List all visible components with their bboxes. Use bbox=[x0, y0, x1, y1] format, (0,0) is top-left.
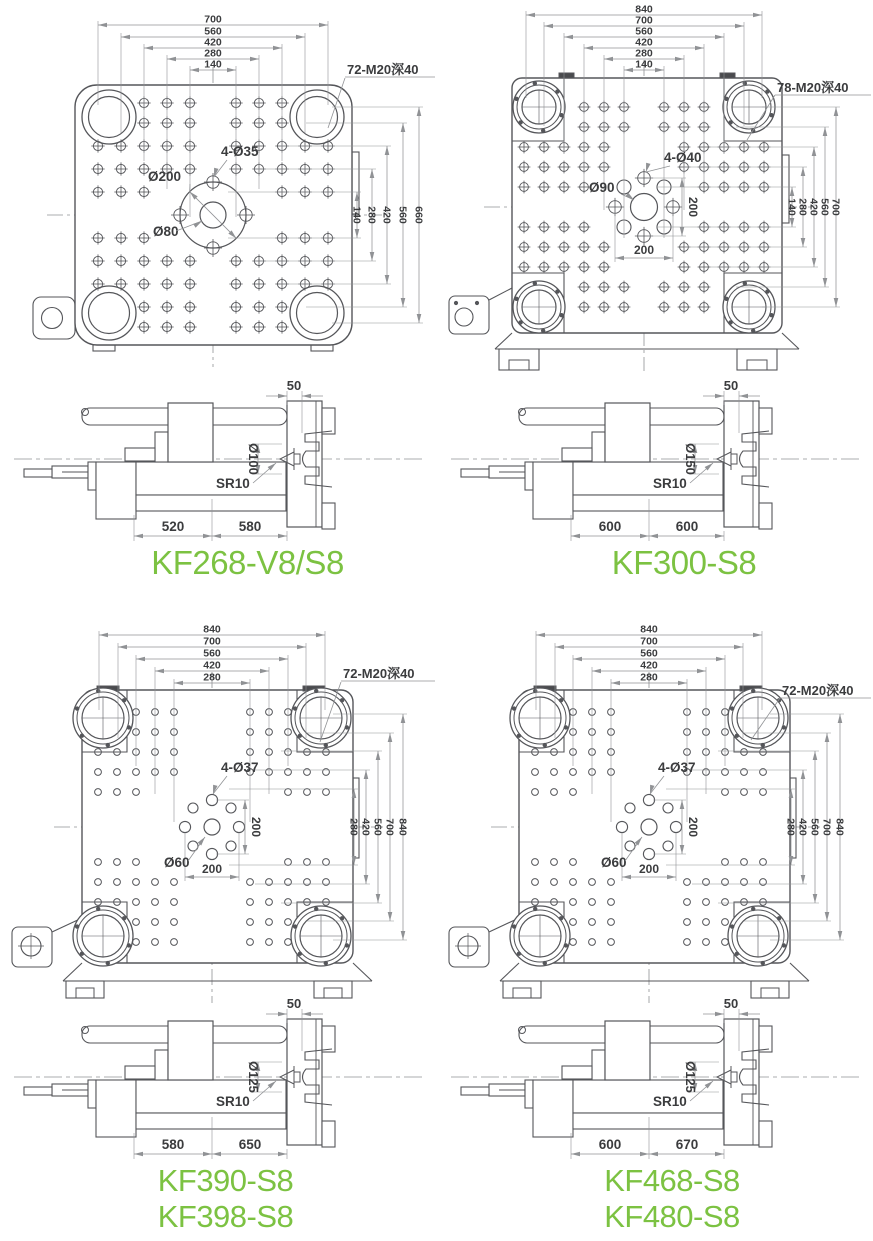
platen-front-view bbox=[0, 600, 437, 998]
svg-text:560: 560 bbox=[371, 818, 384, 836]
svg-text:200: 200 bbox=[638, 862, 660, 876]
platen-drawing bbox=[12, 624, 435, 1004]
svg-text:280: 280 bbox=[347, 818, 360, 836]
platen-front-view bbox=[437, 600, 873, 998]
svg-text:280: 280 bbox=[365, 206, 378, 224]
svg-text:560: 560 bbox=[203, 647, 221, 660]
svg-text:140: 140 bbox=[785, 198, 798, 216]
svg-text:4-Ø37: 4-Ø37 bbox=[658, 760, 696, 775]
svg-text:200: 200 bbox=[686, 196, 700, 218]
side-profile bbox=[451, 378, 861, 541]
svg-text:200: 200 bbox=[686, 816, 700, 838]
svg-text:700: 700 bbox=[829, 198, 842, 216]
svg-text:580: 580 bbox=[238, 519, 262, 534]
svg-text:560: 560 bbox=[818, 198, 831, 216]
svg-text:670: 670 bbox=[675, 1137, 699, 1152]
svg-text:Ø125: Ø125 bbox=[246, 1061, 261, 1093]
svg-text:420: 420 bbox=[635, 36, 653, 49]
model-label bbox=[466, 544, 873, 581]
svg-text:Ø60: Ø60 bbox=[164, 855, 190, 870]
svg-text:560: 560 bbox=[396, 206, 409, 224]
svg-text:420: 420 bbox=[204, 36, 222, 49]
svg-text:Ø60: Ø60 bbox=[601, 855, 627, 870]
svg-text:50: 50 bbox=[723, 378, 739, 393]
svg-text:700: 700 bbox=[204, 13, 222, 26]
machine-side-view bbox=[437, 993, 873, 1165]
svg-text:700: 700 bbox=[635, 14, 653, 27]
svg-text:Ø200: Ø200 bbox=[148, 169, 182, 184]
platen-drawing bbox=[33, 14, 435, 368]
svg-text:560: 560 bbox=[204, 25, 222, 38]
svg-text:200: 200 bbox=[201, 862, 223, 876]
pedestal bbox=[495, 333, 799, 370]
svg-text:560: 560 bbox=[635, 25, 653, 38]
svg-text:420: 420 bbox=[203, 659, 221, 672]
model-name: KF480-S8 bbox=[604, 1199, 740, 1234]
model-name: KF268-V8/S8 bbox=[151, 544, 344, 581]
machine-side-view bbox=[0, 375, 437, 547]
top-edge-tabs bbox=[559, 73, 735, 78]
model-label bbox=[7, 1163, 444, 1235]
model-name: KF300-S8 bbox=[611, 544, 757, 581]
svg-text:4-Ø35: 4-Ø35 bbox=[221, 144, 259, 159]
svg-text:140: 140 bbox=[635, 58, 653, 71]
model-name: KF398-S8 bbox=[157, 1199, 294, 1234]
svg-text:SR10: SR10 bbox=[216, 476, 250, 491]
svg-text:50: 50 bbox=[286, 378, 302, 393]
svg-text:420: 420 bbox=[380, 206, 393, 224]
svg-text:420: 420 bbox=[359, 818, 372, 836]
svg-text:Ø90: Ø90 bbox=[589, 180, 615, 195]
model-name: KF468-S8 bbox=[604, 1163, 740, 1198]
svg-text:660: 660 bbox=[412, 206, 425, 224]
svg-text:420: 420 bbox=[640, 659, 658, 672]
side-profile bbox=[14, 996, 424, 1159]
svg-text:50: 50 bbox=[286, 996, 302, 1011]
svg-text:SR10: SR10 bbox=[216, 1094, 250, 1109]
svg-text:420: 420 bbox=[807, 198, 820, 216]
svg-text:72-M20深40: 72-M20深40 bbox=[347, 62, 419, 77]
svg-text:700: 700 bbox=[820, 818, 833, 836]
svg-text:200: 200 bbox=[633, 243, 655, 257]
svg-text:Ø150: Ø150 bbox=[683, 443, 698, 475]
svg-text:280: 280 bbox=[203, 671, 221, 684]
svg-text:580: 580 bbox=[161, 1137, 185, 1152]
svg-text:700: 700 bbox=[203, 635, 221, 648]
svg-text:78-M20深40: 78-M20深40 bbox=[777, 80, 849, 95]
svg-text:520: 520 bbox=[161, 519, 185, 534]
svg-text:600: 600 bbox=[675, 519, 699, 534]
svg-text:SR10: SR10 bbox=[653, 476, 687, 491]
machine-side-view bbox=[0, 993, 437, 1165]
platen-front-view bbox=[437, 0, 873, 378]
model-label bbox=[29, 544, 466, 581]
model-label bbox=[454, 1163, 873, 1235]
svg-text:Ø125: Ø125 bbox=[683, 1061, 698, 1093]
svg-text:4-Ø37: 4-Ø37 bbox=[221, 760, 259, 775]
svg-text:Ø80: Ø80 bbox=[153, 224, 179, 239]
svg-text:280: 280 bbox=[635, 47, 653, 60]
svg-text:200: 200 bbox=[249, 816, 263, 838]
svg-text:560: 560 bbox=[808, 818, 821, 836]
svg-text:SR10: SR10 bbox=[653, 1094, 687, 1109]
svg-text:650: 650 bbox=[238, 1137, 262, 1152]
svg-text:700: 700 bbox=[383, 818, 396, 836]
panel-kf300 bbox=[437, 0, 873, 590]
svg-text:Ø100: Ø100 bbox=[246, 443, 261, 475]
svg-text:420: 420 bbox=[796, 818, 809, 836]
svg-text:600: 600 bbox=[598, 1137, 622, 1152]
side-profile bbox=[14, 378, 424, 541]
svg-text:600: 600 bbox=[598, 519, 622, 534]
svg-text:140: 140 bbox=[204, 58, 222, 71]
machine-side-view bbox=[437, 375, 873, 547]
platen-front-view bbox=[0, 0, 437, 378]
panel-kf390-kf398 bbox=[0, 600, 437, 1241]
panel-kf468-kf480 bbox=[437, 600, 873, 1241]
svg-text:840: 840 bbox=[203, 623, 221, 636]
svg-text:50: 50 bbox=[723, 996, 739, 1011]
platen-drawing bbox=[449, 624, 871, 1004]
svg-text:140: 140 bbox=[350, 206, 363, 224]
svg-text:280: 280 bbox=[796, 198, 809, 216]
side-profile bbox=[451, 996, 861, 1159]
svg-text:560: 560 bbox=[640, 647, 658, 660]
svg-text:840: 840 bbox=[396, 818, 409, 836]
svg-text:72-M20深40: 72-M20深40 bbox=[343, 666, 415, 681]
svg-text:280: 280 bbox=[640, 671, 658, 684]
platen-drawing bbox=[449, 4, 871, 372]
svg-text:840: 840 bbox=[640, 623, 658, 636]
model-name: KF390-S8 bbox=[157, 1163, 294, 1198]
svg-text:280: 280 bbox=[784, 818, 797, 836]
svg-text:840: 840 bbox=[635, 3, 653, 16]
svg-text:72-M20深40: 72-M20深40 bbox=[782, 683, 854, 698]
svg-text:4-Ø40: 4-Ø40 bbox=[664, 150, 702, 165]
svg-text:280: 280 bbox=[204, 47, 222, 60]
panel-kf268 bbox=[0, 0, 437, 590]
svg-text:700: 700 bbox=[640, 635, 658, 648]
svg-text:840: 840 bbox=[833, 818, 846, 836]
